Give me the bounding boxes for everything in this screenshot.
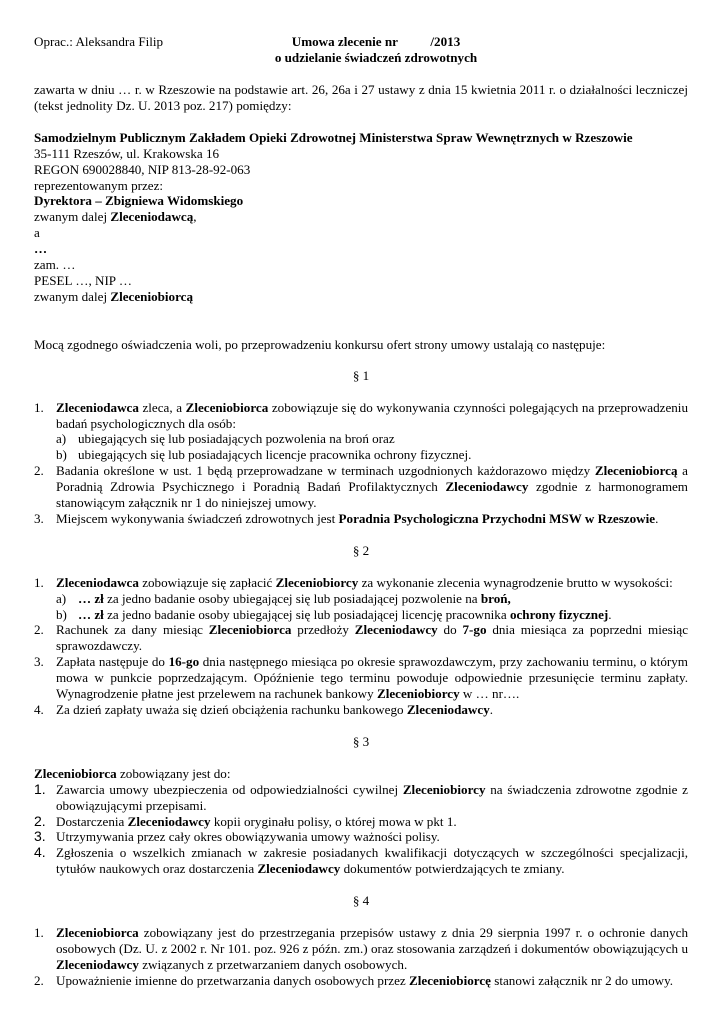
party-2-block — [34, 241, 688, 305]
list-item: 4. Za dzień zapłaty uważa się dzień obciążenia rachunku bankowego Zleceniodawcy. — [34, 702, 494, 717]
list-item: 2. Rachunek za dany miesiąc Zleceniobiorca przedłoży Zleceniodawcy do 7-go dnia miesiąca za poprzedni miesiąc sprawozdawczy. — [34, 622, 689, 654]
title-line-2: o udzielanie świadczeń zdrowotnych — [274, 50, 478, 65]
list-item: 1. Zleceniobiorca zobowiązany jest do przestrzegania przepisów ustawy z dnia 29 sierpnia 1997 r. o ochronie danych osobowych (Dz. U. z 2002 r. Nr 101. poz. 926 z późn. zm.) oraz stosowania zarządzeń i dokumentów obowiązujących u Zleceniodawcy związanych z przetwarzaniem danych osobowych. — [34, 925, 688, 972]
list-item: 2. Dostarczenia Zleceniodawcy kopii oryginału polisy, o której mowa w pkt 1. — [34, 812, 457, 829]
list-item: 1. Zleceniodawca zleca, a Zleceniobiorca zobowiązuje się do wykonywania czynności polegających na przeprowadzeniu badań psychologicznych dla osób: — [34, 399, 688, 431]
section-2-heading: § 2 — [352, 542, 370, 558]
section-3-heading: § 3 — [352, 733, 370, 749]
author-note: Oprac.: Aleksandra Filip — [34, 34, 164, 49]
party-1-called: zwanym dalej Zleceniodawcą, — [34, 209, 197, 225]
list-item: 4. Zgłoszenia o wszelkich zmianach w zakresie posiadanych kwalifikacji dotyczących w szczególności specjalizacji, tytułów naukowych oraz dostarczenia Zleceniodawcy dokumentów potwierdzających te zmiany. — [34, 844, 688, 877]
party-1-address: 35-111 Rzeszów, ul. Krakowska 16 — [34, 145, 220, 161]
sub-item: b) ubiegających się lub posiadających licencje pracownika ochrony fizycznej. — [56, 447, 472, 463]
section-4-list — [34, 925, 688, 989]
section-1-list — [34, 400, 688, 527]
party-1-represented: reprezentowanym przez: — [34, 177, 164, 193]
list-item: 2. Upoważnienie imienne do przetwarzania danych osobowych przez Zleceniobiorcę stanowi załącznik nr 2 do umowy. — [34, 972, 674, 988]
document-header — [34, 34, 688, 68]
list-item: 3. Miejscem wykonywania świadczeń zdrowotnych jest Poradnia Psychologiczna Przychodni MSW w Rzeszowie. — [34, 510, 659, 526]
conjunction: a — [34, 225, 40, 241]
party-1-block — [34, 130, 688, 225]
title-line-1: Umowa zlecenie nr /2013 — [291, 34, 461, 49]
party-1-director: Dyrektora – Zbigniewa Widomskiego — [34, 193, 244, 209]
list-item: 2. Badania określone w ust. 1 będą przeprowadzane w terminach uzgodnionych każdorazowo między Zleceniobiorcą a Poradnią Zdrowia Psychicznego i Poradnią Badań Profilaktycznych Zleceniodawcy zgodnie z harmonogramem stanowiącym załącznik nr 1 do niniejszej umowy. — [34, 463, 688, 511]
party-2-address: zam. … — [34, 257, 76, 273]
section-4-heading: § 4 — [352, 893, 370, 909]
list-item: 1. Zawarcia umowy ubezpieczenia od odpowiedzialności cywilnej Zleceniobiorcy na świadczenia zdrowotne zgodnie z obowiązującymi przepisami. — [34, 780, 688, 813]
party-1-name: Samodzielnym Publicznym Zakładem Opieki Zdrowotnej Ministerstwa Spraw Wewnętrznych w Rzeszowie — [34, 129, 633, 145]
list-item — [34, 431, 688, 463]
section-1-heading: § 1 — [352, 367, 370, 383]
party-2-called: zwanym dalej Zleceniobiorcą — [34, 288, 194, 304]
section-3-lead: Zleceniobiorca zobowiązany jest do: — [34, 765, 231, 781]
section-3-list — [34, 782, 688, 877]
list-item: 3. Zapłata następuje do 16-go dnia następnego miesiąca po okresie sprawozdawczym, przy zachowaniu terminu, o którym mowa w punkcie poprzedzającym. Opóźnienie tego terminu powoduje odpowiednie przesunięcie terminu zapłaty. Wynagrodzenie płatne jest przelewem na rachunek bankowy Zleceniobiorcy w … nr…. — [34, 654, 688, 702]
sub-item: a) ubiegających się lub posiadających pozwolenia na broń oraz — [56, 431, 395, 447]
intro-paragraph: zawarta w dniu … r. w Rzeszowie na podstawie art. 26, 26a i 27 ustawy z dnia 15 kwietnia 2011 r. o działalności leczniczej (tekst jednolity Dz. U. 2013 poz. 217) pomiędzy: — [34, 82, 688, 113]
sub-item: a) … zł za jedno badanie osoby ubiegającej się lub posiadającej pozwolenie na broń, — [56, 590, 511, 606]
party-2-ids: PESEL …, NIP … — [34, 272, 132, 288]
preamble: Mocą zgodnego oświadczenia woli, po przeprowadzeniu konkursu ofert strony umowy ustalają co następuje: — [34, 336, 606, 352]
list-item — [34, 591, 688, 623]
party-2-name: … — [34, 241, 48, 257]
list-item: 3. Utrzymywania przez cały okres obowiązywania umowy ważności polisy. — [34, 828, 440, 845]
document-title — [34, 34, 688, 66]
sub-item: b) … zł za jedno badanie osoby ubiegającej się lub posiadającej licencję pracownika ochrony fizycznej. — [56, 606, 612, 622]
document-page — [34, 34, 688, 989]
party-1-regon: REGON 690028840, NIP 813-28-92-063 — [34, 161, 251, 177]
list-item: 1. Zleceniodawca zobowiązuje się zapłacić Zleceniobiorcy za wykonanie zlecenia wynagrodzenie brutto w wysokości: — [34, 574, 673, 590]
section-2-list — [34, 575, 688, 718]
